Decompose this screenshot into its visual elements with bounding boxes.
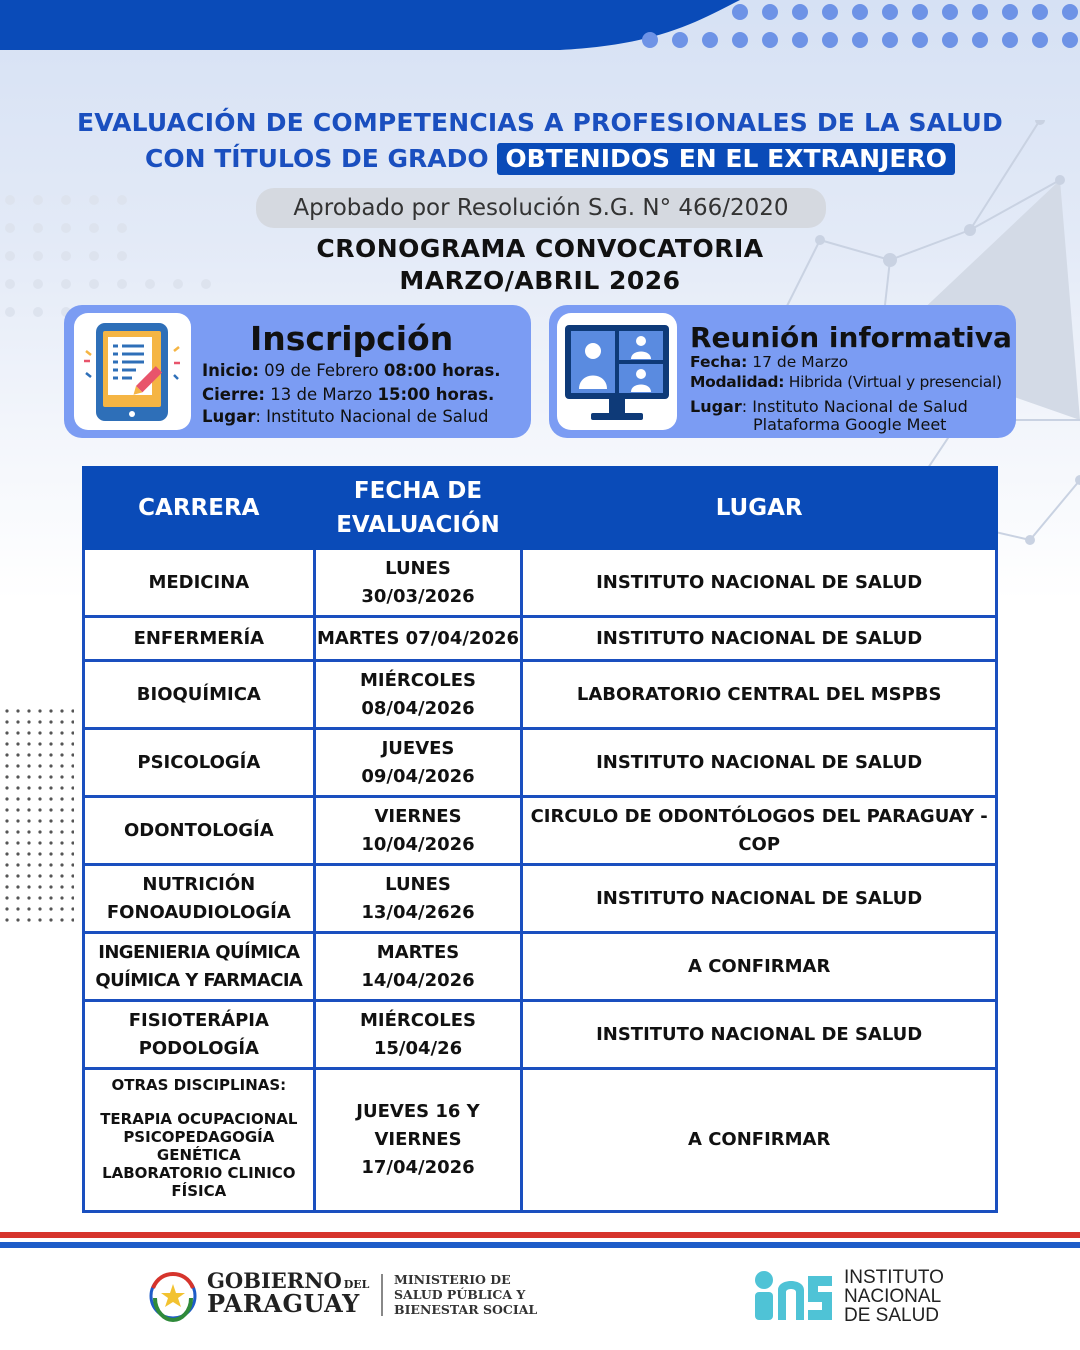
inscripcion-place-value: : Instituto Nacional de Salud — [255, 407, 489, 426]
date-text: MIÉRCOLES — [359, 1009, 476, 1031]
table-row — [84, 933, 997, 1001]
date-text: JUEVES 16 Y — [356, 1101, 480, 1122]
table-row — [84, 617, 997, 661]
tablet-document-icon — [74, 313, 191, 430]
inscripcion-start — [202, 361, 501, 380]
schedule-title-line1: CRONOGRAMA CONVOCATORIA — [316, 234, 764, 263]
header-place: LUGAR — [522, 468, 997, 549]
inscripcion-start-label: Inicio: — [202, 361, 259, 380]
ministry-line: MINISTERIO DE — [394, 1272, 511, 1287]
reunion-mode — [690, 373, 1002, 391]
table-row — [84, 1069, 997, 1212]
ministry-line: BIENESTAR SOCIAL — [394, 1302, 538, 1317]
date-cell — [314, 661, 522, 729]
date-text: 15/04/26 — [373, 1037, 463, 1059]
inscripcion-end — [202, 385, 494, 404]
ins-text — [844, 1268, 944, 1325]
inscripcion-card — [64, 305, 531, 438]
schedule-title-line2: MARZO/ABRIL 2026 — [399, 266, 681, 295]
ins-line: INSTITUTO — [844, 1267, 944, 1288]
place-text: INSTITUTO NACIONAL DE SALUD — [596, 1023, 923, 1045]
date-text: 13/04/2626 — [361, 901, 475, 923]
place-text: INSTITUTO NACIONAL DE SALUD — [596, 751, 923, 773]
place-cell — [522, 729, 997, 797]
date-text: MIÉRCOLES — [359, 669, 476, 691]
place-text: COP — [738, 833, 781, 855]
table-row — [84, 729, 997, 797]
inscripcion-start-time: 08:00 horas. — [383, 361, 501, 380]
gobierno-del: DEL — [343, 1278, 370, 1291]
ins-line: DE SALUD — [844, 1305, 940, 1326]
main-title-prefix: CON TÍTULOS DE GRADO — [145, 144, 489, 173]
career-cell — [84, 661, 315, 729]
date-cell — [314, 797, 522, 865]
place-text: INSTITUTO NACIONAL DE SALUD — [596, 627, 923, 649]
inscripcion-icon-box — [74, 313, 191, 430]
place-text: CIRCULO DE ODONTÓLOGOS DEL PARAGUAY - — [530, 805, 988, 827]
reunion-place-2: Plataforma Google Meet — [753, 415, 947, 434]
place-cell — [522, 661, 997, 729]
place-cell — [522, 1001, 997, 1069]
dots-decoration-top — [620, 0, 1080, 60]
date-text: 09/04/2026 — [361, 765, 475, 787]
header-date-line1: FECHA DE — [353, 478, 483, 504]
date-text: 14/04/2026 — [361, 969, 475, 991]
spacer — [85, 1094, 313, 1110]
reunion-date — [690, 353, 848, 371]
main-title-highlight: OBTENIDOS EN EL EXTRANJERO — [497, 143, 955, 175]
career-text: ODONTOLOGÍA — [123, 819, 274, 841]
date-text: MARTES — [376, 941, 460, 963]
reunion-card — [549, 305, 1016, 438]
place-text: INSTITUTO NACIONAL DE SALUD — [596, 571, 923, 593]
reunion-date-label: Fecha: — [690, 353, 748, 371]
career-text: MEDICINA — [148, 571, 250, 593]
place-text: A CONFIRMAR — [688, 955, 831, 977]
career-cell — [84, 549, 315, 617]
ministry-line: SALUD PÚBLICA Y — [394, 1287, 526, 1302]
inscripcion-end-time: 15:00 horas. — [377, 385, 495, 404]
date-cell — [314, 1001, 522, 1069]
career-text: ENFERMERÍA — [133, 627, 265, 649]
date-text: LUNES — [385, 873, 451, 895]
reunion-icon-box — [557, 313, 677, 430]
date-text: MARTES 07/04/2026 — [316, 627, 520, 649]
table-header-row — [84, 468, 997, 549]
reunion-place-label: Lugar — [690, 397, 742, 416]
date-text: VIERNES 17/04/2026 — [361, 1129, 475, 1178]
table-row — [84, 1001, 997, 1069]
table-row — [84, 797, 997, 865]
place-cell — [522, 549, 997, 617]
date-cell — [314, 729, 522, 797]
video-conference-icon — [557, 313, 677, 430]
reunion-title: Reunión informativa — [690, 321, 1012, 354]
career-cell — [84, 729, 315, 797]
career-text: TERAPIA OCUPACIONAL — [100, 1110, 298, 1128]
header-date-line2: EVALUACIÓN — [336, 512, 500, 538]
ins-line: NACIONAL — [844, 1286, 942, 1307]
header-career: CARRERA — [84, 468, 315, 549]
reunion-place-value: : Instituto Nacional de Salud — [741, 397, 968, 416]
date-cell — [314, 1069, 522, 1212]
career-cell — [84, 1069, 315, 1212]
inscripcion-start-value: 09 de Febrero — [258, 361, 384, 380]
reunion-place — [690, 397, 968, 416]
date-text: 30/03/2026 — [361, 585, 475, 607]
paraguay-coat-of-arms-icon — [145, 1268, 201, 1324]
career-text: FÍSICA — [171, 1182, 227, 1200]
place-text: INSTITUTO NACIONAL DE SALUD — [596, 887, 923, 909]
inscripcion-end-label: Cierre: — [202, 385, 266, 404]
date-cell — [314, 617, 522, 661]
place-text: LABORATORIO CENTRAL DEL MSPBS — [576, 683, 942, 705]
date-cell — [314, 865, 522, 933]
career-heading: OTRAS DISCIPLINAS: — [111, 1076, 287, 1094]
dots-decoration-side — [4, 708, 74, 928]
career-text: QUÍMICA Y FARMACIA — [95, 969, 303, 991]
career-text: INGENIERIA QUÍMICA — [98, 941, 300, 963]
career-cell — [84, 865, 315, 933]
date-cell — [314, 933, 522, 1001]
reunion-date-value: 17 de Marzo — [747, 353, 849, 371]
career-cell — [84, 1001, 315, 1069]
inscripcion-end-value: 13 de Marzo — [265, 385, 378, 404]
career-text: LABORATORIO CLINICO — [102, 1164, 296, 1182]
place-cell — [522, 1069, 997, 1212]
inscripcion-place — [202, 407, 488, 426]
ins-logo-icon — [752, 1270, 834, 1322]
date-cell — [314, 549, 522, 617]
career-text: BIOQUÍMICA — [136, 683, 261, 705]
inscripcion-place-label: Lugar — [202, 407, 256, 426]
career-cell — [84, 933, 315, 1001]
flag-stripe-blue — [0, 1242, 1080, 1248]
career-text: GENÉTICA — [156, 1146, 241, 1164]
inscripcion-title: Inscripción — [250, 319, 454, 358]
career-text: FISIOTERÁPIA — [128, 1009, 269, 1031]
career-text: PSICOPEDAGOGÍA — [123, 1128, 275, 1146]
date-text: 08/04/2026 — [361, 697, 475, 719]
career-text: NUTRICIÓN — [142, 873, 256, 895]
career-cell — [84, 797, 315, 865]
resolution-badge: Aprobado por Resolución S.G. N° 466/2020 — [256, 188, 826, 228]
table-row — [84, 661, 997, 729]
place-cell — [522, 797, 997, 865]
place-cell — [522, 865, 997, 933]
table-row — [84, 549, 997, 617]
date-text: JUEVES — [381, 737, 455, 759]
schedule-table — [82, 466, 998, 1213]
main-title-line2 — [0, 144, 1080, 173]
header-date — [314, 468, 522, 549]
main-title-line1: EVALUACIÓN DE COMPETENCIAS A PROFESIONALES DE LA SALUD — [76, 108, 1004, 137]
career-text: PSICOLOGÍA — [137, 751, 261, 773]
reunion-mode-value: Hibrida (Virtual y presencial) — [784, 373, 1002, 391]
footer-divider — [381, 1274, 383, 1316]
career-cell — [84, 617, 315, 661]
ministry-text — [394, 1272, 537, 1317]
table-row — [84, 865, 997, 933]
gobierno-word: GOBIERNO — [207, 1268, 342, 1293]
date-text: VIERNES 10/04/2026 — [361, 805, 475, 855]
career-text: FONOAUDIOLOGÍA — [106, 901, 291, 923]
career-text: PODOLOGÍA — [138, 1037, 259, 1059]
reunion-mode-label: Modalidad: — [690, 373, 785, 391]
place-cell — [522, 617, 997, 661]
place-text: A CONFIRMAR — [688, 1129, 831, 1150]
place-cell — [522, 933, 997, 1001]
date-text: LUNES — [385, 557, 451, 579]
paraguay-text: PARAGUAY — [207, 1289, 360, 1318]
